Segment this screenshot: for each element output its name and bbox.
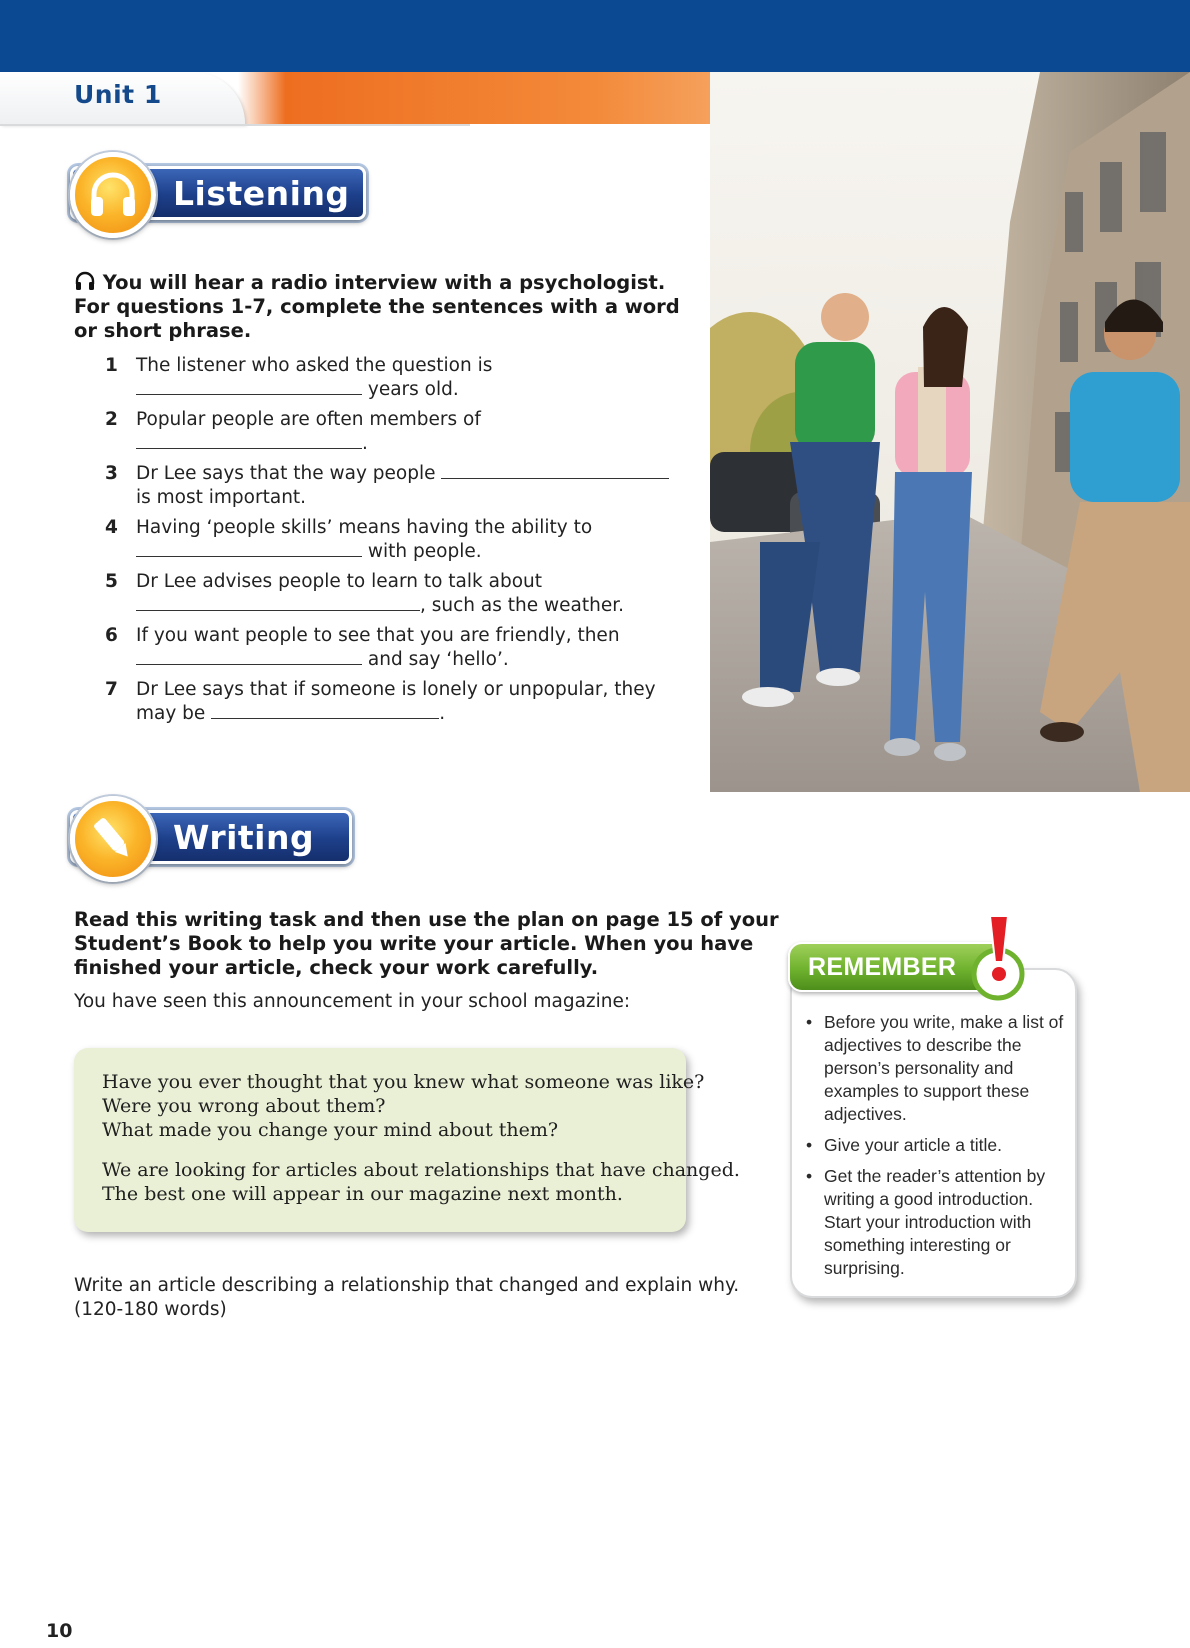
writing-instruction-line-3: finished your article, check your work carefully. [74,956,599,979]
answer-blank[interactable] [136,556,362,557]
writing-intro: You have seen this announcement in your school magazine: [74,991,631,1012]
question-text: Dr Lee says that if someone is lonely or unpopular, they [136,679,656,700]
remember-tips [804,1011,1074,1288]
remember-tip: • Get the reader’s attention by writing a good introduction. Start your introduction with something interesting or surprising. [804,1165,1074,1280]
question-answer-line: . [136,432,368,456]
answer-blank[interactable] [136,610,420,611]
question-list [0,0,700,740]
task-line-2: (120-180 words) [74,1299,227,1320]
question-text: The listener who asked the question is [136,355,493,376]
question-text: Dr Lee says that the way people [136,462,669,486]
question-answer-line: may be . [136,703,446,724]
answer-blank[interactable] [136,664,362,665]
question-answer-line: years old. [136,378,459,402]
question-text: If you want people to see that you are friendly, then [136,625,620,646]
question-text-cont: is most important. [136,487,307,508]
writing-badge [0,796,360,878]
question-answer-line: and say ‘hello’. [136,648,509,672]
unit-title: Unit 1 [74,80,162,109]
answer-blank[interactable] [136,394,362,395]
writing-instruction-line-2: Student’s Book to help you write your article. When you have [74,932,754,955]
question-number: 3 [105,463,118,484]
instruction-line-1: You will hear a radio interview with a psychologist. [74,270,674,295]
exclamation-icon [966,912,1030,1006]
answer-blank[interactable] [211,718,439,719]
answer-blank[interactable] [136,448,362,449]
announcement-line-5: The best one will appear in our magazine next month. [102,1183,623,1205]
question-number: 2 [105,409,118,430]
question-number: 4 [105,517,118,538]
announcement-line-1: Have you ever thought that you knew what someone was like? [102,1071,705,1093]
question-number: 1 [105,355,118,376]
writing-instructions [74,908,779,980]
announcement-line-3: What made you change your mind about them? [102,1119,559,1141]
writing-task [74,1274,739,1322]
question-text: Dr Lee advises people to learn to talk about [136,571,543,592]
answer-blank[interactable] [441,478,669,479]
instruction-line-2: For questions 1-7, complete the sentences with a word [74,295,680,318]
remember-tip: • Before you write, make a list of adjectives to describe the person’s personality and examples to support these adjectives. [804,1011,1074,1126]
writing-instruction-line-1: Read this writing task and then use the plan on page 15 of your [74,908,779,931]
question-answer-line: with people. [136,540,482,564]
announcement-line-2: Were you wrong about them? [102,1095,386,1117]
remember-tip: • Give your article a title. [804,1134,1074,1157]
pencil-icon [70,796,156,882]
announcement-box [74,1048,740,1232]
listening-heading: Listening [173,174,350,213]
writing-heading: Writing [173,818,315,857]
question-number: 6 [105,625,118,646]
question-answer-line: , such as the weather. [136,594,624,618]
remember-title: REMEMBER [808,953,957,981]
instruction-line-3: or short phrase. [74,319,252,342]
page-number: 10 [46,1620,73,1642]
question-text: Popular people are often members of [136,409,481,430]
question-number: 7 [105,679,118,700]
announcement-line-4: We are looking for articles about relationships that have changed. [102,1159,740,1181]
friends-walking-photo [710,72,1190,792]
question-text: Having ‘people skills’ means having the ability to [136,517,593,538]
question-number: 5 [105,571,118,592]
task-line-1: Write an article describing a relationship that changed and explain why. [74,1275,740,1296]
